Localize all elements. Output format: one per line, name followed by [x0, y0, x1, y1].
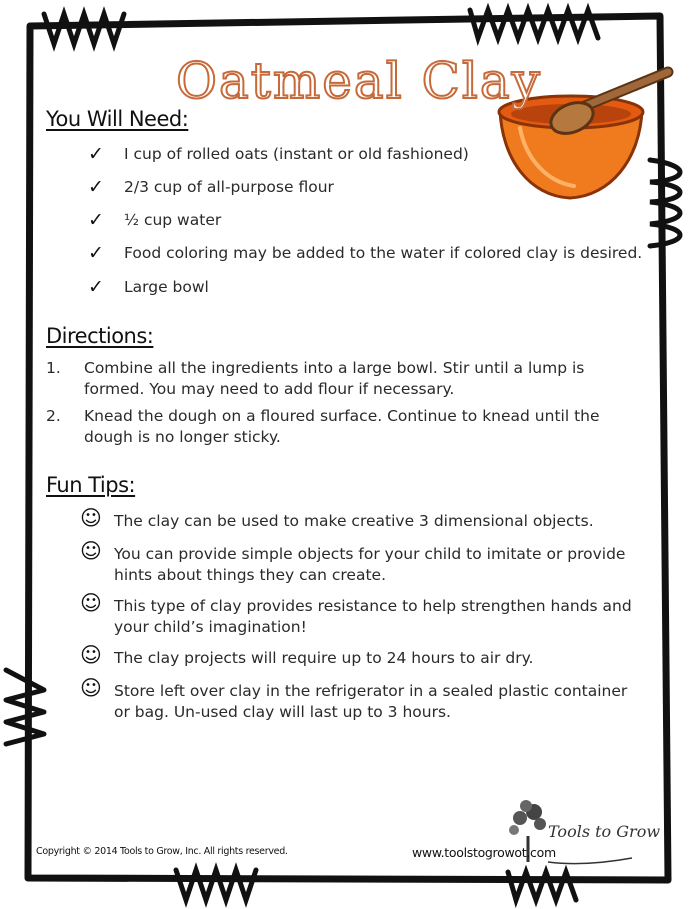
checkmark-icon: ✓ [88, 143, 104, 165]
fun-tips-heading: Fun Tips: [46, 473, 136, 497]
website-link[interactable]: www.toolstogrowot.com [412, 845, 556, 860]
checkmark-icon: ✓ [88, 176, 104, 198]
copyright-notice: Copyright © 2014 Tools to Grow, Inc. All rights reserved. [36, 846, 288, 857]
squiggle-bottom [176, 870, 256, 900]
checkmark-icon: ✓ [88, 209, 104, 231]
you-will-need-heading: You Will Need: [46, 107, 189, 131]
smiley-face-icon: ☺ [80, 676, 102, 700]
checkmark-icon: ✓ [88, 276, 104, 298]
smiley-face-icon: ☺ [80, 591, 102, 615]
smiley-face-icon: ☺ [80, 539, 102, 563]
page-title: Oatmeal Clay [176, 52, 542, 110]
directions-heading: Directions: [46, 324, 154, 348]
smiley-face-icon: ☺ [80, 506, 102, 530]
logo-text: Tools to Grow [548, 822, 661, 841]
checkmark-icon: ✓ [88, 242, 104, 264]
smiley-face-icon: ☺ [80, 643, 102, 667]
